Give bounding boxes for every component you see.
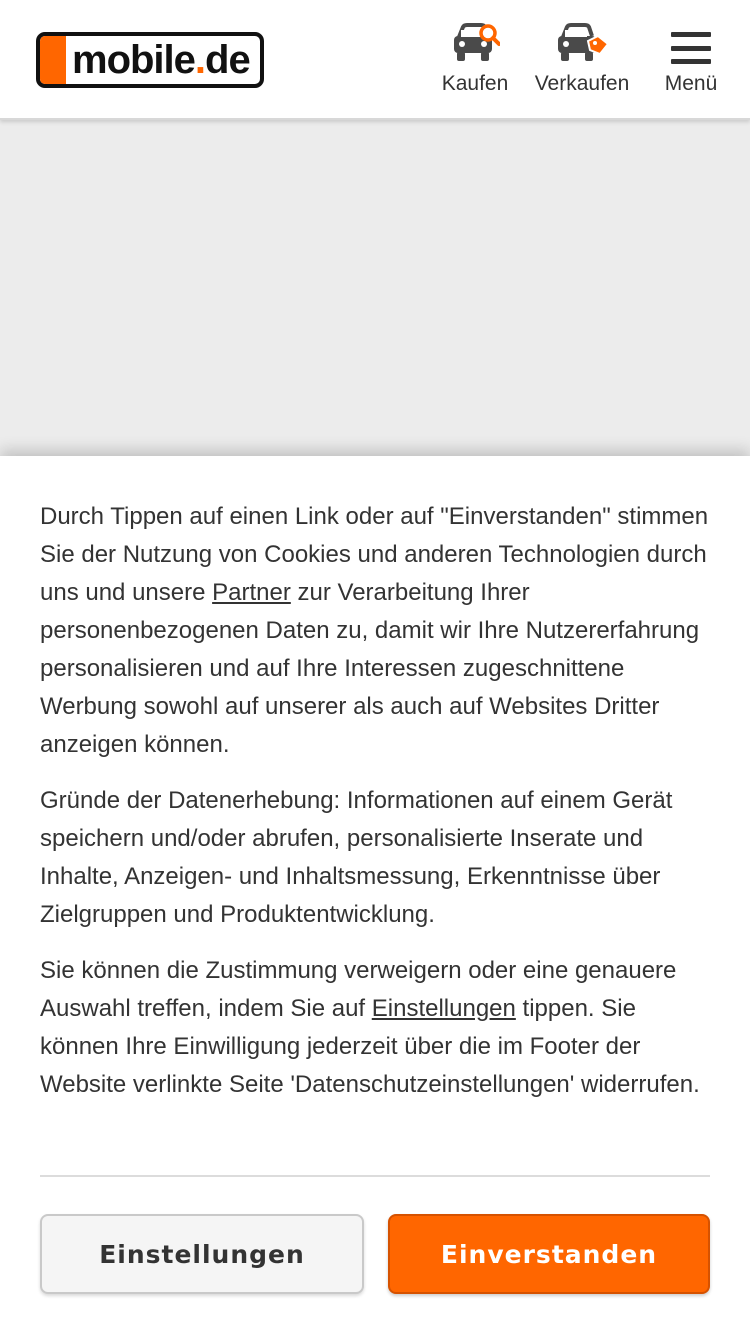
consent-paragraph-2: Gründe der Datenerhebung: Informationen auf einem Gerät speichern und/oder abrufen, personalisierte Inserate und Inhalte, Anzeigen- und Inhaltsmessung, Erkenntnisse über Zielgruppen und Produktentwicklung.: [40, 787, 673, 928]
nav-sell-button[interactable]: [534, 22, 630, 96]
logo-text: mobile.de: [72, 38, 250, 82]
accept-button[interactable]: Einverstanden: [388, 1214, 710, 1294]
nav-sell-label: Verkaufen: [534, 72, 630, 95]
settings-button[interactable]: Einstellungen: [40, 1214, 364, 1294]
nav-menu-label: Menü: [664, 72, 718, 95]
partner-link[interactable]: Partner: [212, 579, 291, 606]
top-header: [0, 0, 750, 120]
nav-buy-button[interactable]: [443, 22, 507, 96]
cookie-consent-dialog: [0, 456, 750, 1334]
mobile-de-logo[interactable]: [36, 32, 264, 88]
divider: [40, 1175, 710, 1177]
logo-orange-bar: [40, 36, 66, 84]
hamburger-menu-icon: [671, 22, 711, 66]
page-content-placeholder: [0, 120, 750, 456]
car-search-icon: [450, 22, 500, 66]
settings-link[interactable]: Einstellungen: [371, 995, 516, 1022]
car-tag-icon: [554, 22, 610, 66]
consent-paragraph-1: Durch Tippen auf einen Link oder auf "Einverstanden" stimmen Sie der Nutzung von Cookies und anderen Technologien durch uns und unsere Partner zur Verarbeitung Ihrer personenbezogenen Daten zu, damit wir Ihre Nutzererfahrung personalisieren und auf Ihre Interessen zugeschnittene Werbung sowohl auf unserer als auch auf Websites Dritter anzeigen können.: [40, 503, 709, 758]
nav-menu-button[interactable]: [662, 22, 720, 96]
nav-buy-label: Kaufen: [441, 72, 509, 95]
consent-paragraph-3: Sie können die Zustimmung verweigern oder eine genauere Auswahl treffen, indem Sie auf Einstellungen tippen. Sie können Ihre Einwilligung jederzeit über die im Footer der Website verlinkte Seite 'Datenschutzeinstellungen' widerrufen.: [40, 957, 700, 1098]
